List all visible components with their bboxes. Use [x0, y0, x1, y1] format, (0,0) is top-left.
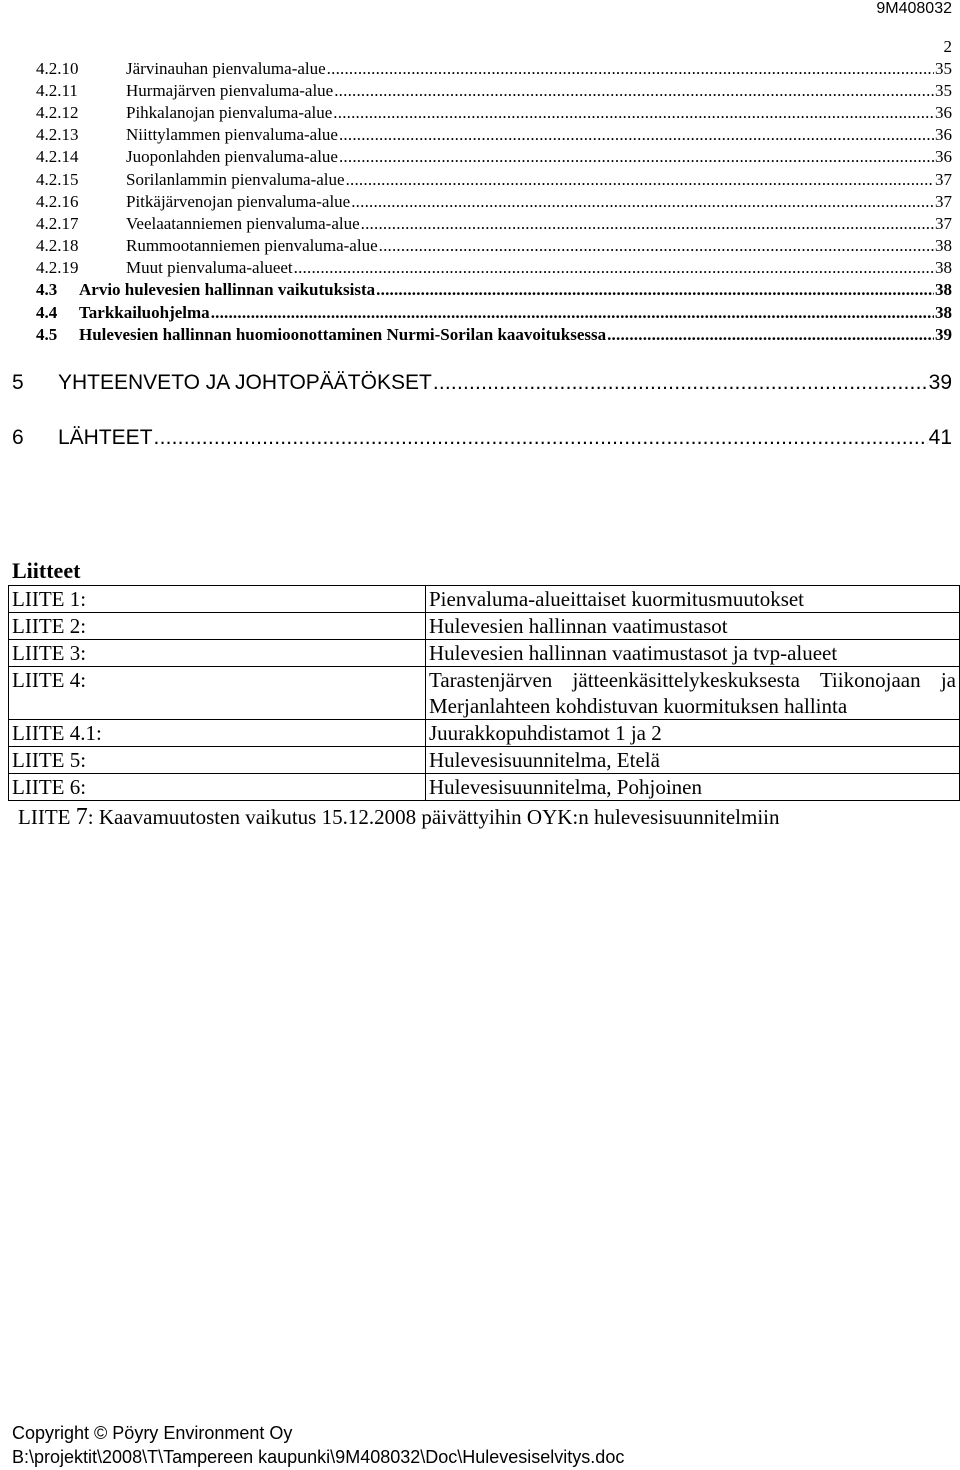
toc-entry-title: Pihkalanojan pienvaluma-alue	[126, 103, 333, 122]
toc-entry[interactable]	[36, 146, 952, 168]
toc-leader-dots	[154, 423, 928, 453]
table-row	[9, 720, 960, 747]
toc-entry[interactable]	[36, 279, 952, 301]
appendix-description: Hulevesisuunnitelma, Etelä	[426, 747, 960, 774]
toc-entry-number: 4.3	[36, 280, 58, 299]
toc-entry-title: Sorilanlammin pienvaluma-alue	[126, 170, 345, 189]
footer-copyright: Copyright © Pöyry Environment Oy	[12, 1423, 293, 1443]
toc-entry[interactable]	[36, 191, 952, 213]
toc-entry-page: 37	[935, 192, 952, 211]
toc-entry-number: 4.2.11	[36, 81, 78, 100]
appendix-7-line	[18, 804, 779, 830]
toc-entry-title: Pitkäjärvenojan pienvaluma-alue	[126, 192, 351, 211]
toc-entry[interactable]	[36, 235, 952, 257]
toc-entry-title: Arvio hulevesien hallinnan vaikutuksista	[79, 280, 376, 299]
toc-leader-dots	[379, 235, 934, 257]
toc-entry-title: Järvinauhan pienvaluma-alue	[126, 59, 326, 78]
appendix-7-text: : Kaavamuutosten vaikutus 15.12.2008 päivättyihin OYK:n hulevesisuunnitelmiin	[87, 805, 780, 829]
footer-filepath: B:\projektit\2008\T\Tampereen kaupunki\9M408032\Doc\Hulevesiselvitys.doc	[12, 1447, 625, 1467]
appendix-label: LIITE 1:	[9, 586, 426, 613]
table-row	[9, 586, 960, 613]
toc-entry-page: 36	[935, 147, 952, 166]
toc-entry-number: 4.2.14	[36, 147, 79, 166]
toc-entry-title: Niittylammen pienvaluma-alue	[126, 125, 338, 144]
appendix-label: LIITE 2:	[9, 613, 426, 640]
toc-entry[interactable]	[36, 324, 952, 346]
appendix-7-number: 7	[75, 804, 88, 830]
table-row	[9, 640, 960, 667]
toc-entry-page: 35	[935, 81, 952, 100]
toc-entry-number: 6	[12, 426, 24, 449]
toc-entry-title: Hurmajärven pienvaluma-alue	[126, 81, 334, 100]
toc-entry-title: Tarkkailuohjelma	[79, 303, 210, 322]
toc-leader-dots	[433, 368, 928, 398]
toc-entry-page: 39	[928, 371, 952, 394]
appendix-description: Juurakkopuhdistamot 1 ja 2	[426, 720, 960, 747]
toc-entry[interactable]	[36, 213, 952, 235]
appendix-label: LIITE 4:	[9, 667, 426, 720]
toc-entry-page: 36	[935, 125, 952, 144]
toc-entry-page: 36	[935, 103, 952, 122]
toc-entry-number: 4.2.13	[36, 125, 79, 144]
toc-entry-page: 38	[935, 280, 952, 299]
document-id: 9M408032	[876, 0, 952, 17]
toc-entry[interactable]	[36, 58, 952, 80]
toc-entry-page: 39	[935, 325, 952, 344]
toc-entry-page: 37	[935, 170, 952, 189]
toc-entry-title: Juoponlahden pienvaluma-alue	[126, 147, 338, 166]
table-row	[9, 774, 960, 801]
appendix-description: Hulevesien hallinnan vaatimustasot ja tvp-alueet	[426, 640, 960, 667]
appendix-label: LIITE 5:	[9, 747, 426, 774]
toc-entry-title: Rummootanniemen pienvaluma-alue	[126, 236, 378, 255]
toc-entry[interactable]	[36, 80, 952, 102]
toc-leader-dots	[346, 169, 934, 191]
appendix-label: LIITE 3:	[9, 640, 426, 667]
table-row	[9, 747, 960, 774]
appendix-label: LIITE 4.1:	[9, 720, 426, 747]
toc-entry-title: LÄHTEET	[58, 426, 153, 449]
toc-entry-number: 4.2.16	[36, 192, 79, 211]
appendix-7-prefix: LIITE	[18, 805, 76, 829]
toc-entry-number: 4.2.19	[36, 258, 79, 277]
toc-entry-page: 41	[928, 426, 952, 449]
toc-leader-dots	[211, 302, 934, 324]
toc-leader-dots	[376, 279, 934, 301]
toc-entry-number: 4.2.18	[36, 236, 79, 255]
toc-entry-page: 35	[935, 59, 952, 78]
toc-entry[interactable]	[12, 368, 952, 398]
toc-entry-number: 4.2.15	[36, 170, 79, 189]
toc-entry-title: Veelaatanniemen pienvaluma-alue	[126, 214, 360, 233]
appendix-description: Tarastenjärven jätteenkäsittelykeskuksesta Tiikonojaan ja Merjanlahteen kohdistuvan kuormituksen hallinta	[426, 667, 960, 720]
appendix-label: LIITE 6:	[9, 774, 426, 801]
toc-entry[interactable]	[12, 423, 952, 453]
toc-entry[interactable]	[36, 102, 952, 124]
appendix-table	[8, 585, 960, 801]
toc-entry-number: 5	[12, 371, 24, 394]
toc-entry-number: 4.2.10	[36, 59, 79, 78]
toc-entry-page: 38	[935, 303, 952, 322]
toc-leader-dots	[327, 58, 934, 80]
toc-leader-dots	[361, 213, 934, 235]
toc-leader-dots	[339, 146, 934, 168]
toc-leader-dots	[334, 80, 934, 102]
toc-entry[interactable]	[36, 257, 952, 279]
toc-entry[interactable]	[36, 169, 952, 191]
appendix-description: Hulevesien hallinnan vaatimustasot	[426, 613, 960, 640]
appendix-description: Pienvaluma-alueittaiset kuormitusmuutokset	[426, 586, 960, 613]
toc-entry-number: 4.2.12	[36, 103, 79, 122]
appendix-heading: Liitteet	[12, 558, 81, 583]
toc-entry-number: 4.4	[36, 303, 58, 322]
table-row	[9, 613, 960, 640]
toc-entry-number: 4.5	[36, 325, 58, 344]
appendix-description: Hulevesisuunnitelma, Pohjoinen	[426, 774, 960, 801]
toc-entry-page: 37	[935, 214, 952, 233]
toc-entry-page: 38	[935, 258, 952, 277]
toc-entry-title: YHTEENVETO JA JOHTOPÄÄTÖKSET	[58, 371, 432, 394]
toc-entry-title: Muut pienvaluma-alueet	[126, 258, 293, 277]
toc-leader-dots	[333, 102, 934, 124]
toc-entry[interactable]	[36, 124, 952, 146]
toc-entry-title: Hulevesien hallinnan huomioonottaminen Nurmi-Sorilan kaavoituksessa	[79, 325, 607, 344]
toc-entry[interactable]	[36, 302, 952, 324]
toc-entry-number: 4.2.17	[36, 214, 79, 233]
toc-entry-page: 38	[935, 236, 952, 255]
toc-leader-dots	[339, 124, 934, 146]
toc-leader-dots	[607, 324, 934, 346]
toc-leader-dots	[294, 257, 934, 279]
toc-leader-dots	[351, 191, 934, 213]
page-number: 2	[943, 37, 952, 56]
table-row	[9, 667, 960, 720]
